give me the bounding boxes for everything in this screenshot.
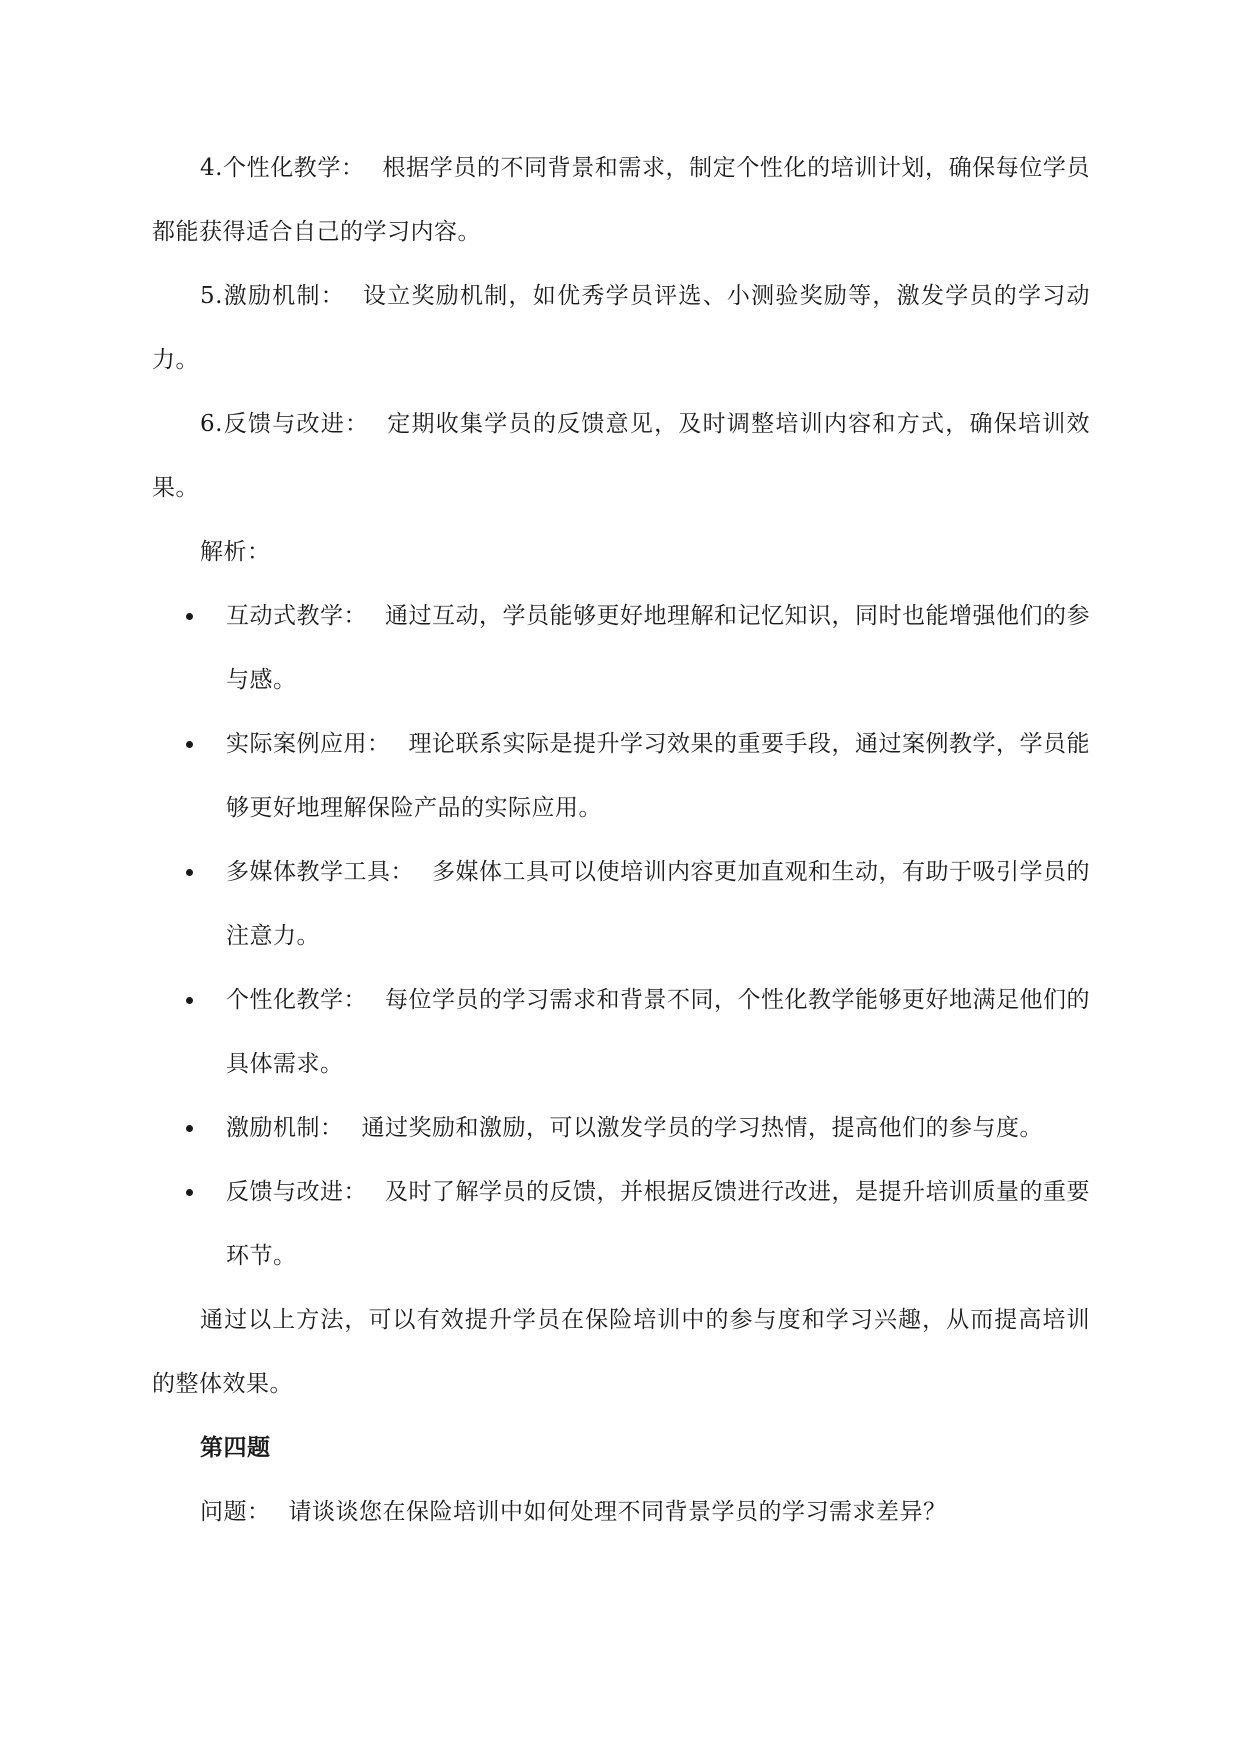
item-label: 互动式教学： [226,603,367,629]
item-text: 通过奖励和激励，可以激发学员的学习热情，提高他们的参与度。 [361,1115,1043,1141]
bullet-icon [186,613,193,620]
bullet-icon [186,1189,193,1196]
item-label: 5.激励机制： [200,283,345,309]
summary-paragraph: 通过以上方法，可以有效提升学员在保险培训中的参与度和学习兴趣，从而提高培训的整体效果。 [152,1307,1090,1397]
analysis-list [152,584,1090,1288]
item-text: 根据学员的不同背景和需求，制定个性化的培训计划，确保每位学员都能获得适合自己的学习内容。 [152,155,1091,245]
document-body [152,136,1090,1544]
analysis-title: 解析： [200,539,271,565]
bullet-icon [186,869,193,876]
numbered-item-6 [152,392,1090,520]
list-item [152,840,1090,968]
item-text: 设立奖励机制，如优秀学员评选、小测验奖励等，激发学员的学习动力。 [152,283,1090,373]
list-item [152,1160,1090,1288]
list-item [152,712,1090,840]
numbered-item-4 [152,136,1090,264]
item-label: 个性化教学： [226,987,367,1013]
list-item [152,1096,1090,1160]
item-text: 每位学员的学习需求和背景不同，个性化教学能够更好地满足他们的具体需求。 [226,987,1090,1077]
numbered-item-5 [152,264,1090,392]
bullet-icon [186,1125,193,1132]
item-label: 6.反馈与改进： [200,411,370,437]
item-label: 多媒体教学工具： [226,859,414,885]
item-text: 及时了解学员的反馈，并根据反馈进行改进，是提升培训质量的重要环节。 [226,1179,1090,1269]
question-text: 请谈谈您在保险培训中如何处理不同背景学员的学习需求差异？ [288,1499,947,1525]
item-label: 激励机制： [226,1115,344,1141]
item-text: 通过互动，学员能够更好地理解和记忆知识，同时也能增强他们的参与感。 [226,603,1090,693]
item-label: 4.个性化教学： [200,155,365,181]
bullet-icon [186,997,193,1004]
section-heading: 第四题 [200,1434,271,1461]
item-text: 多媒体工具可以使培训内容更加直观和生动，有助于吸引学员的注意力。 [226,859,1090,949]
list-item [152,584,1090,712]
item-text: 定期收集学员的反馈意见，及时调整培训内容和方式，确保培训效果。 [152,411,1091,501]
item-label: 反馈与改进： [226,1179,367,1205]
bullet-icon [186,741,193,748]
item-text: 理论联系实际是提升学习效果的重要手段，通过案例教学，学员能够更好地理解保险产品的实际应用。 [226,731,1090,821]
question-paragraph [152,1480,1090,1544]
list-item [152,968,1090,1096]
item-label: 实际案例应用： [226,731,391,757]
question-label: 问题： [200,1499,271,1525]
